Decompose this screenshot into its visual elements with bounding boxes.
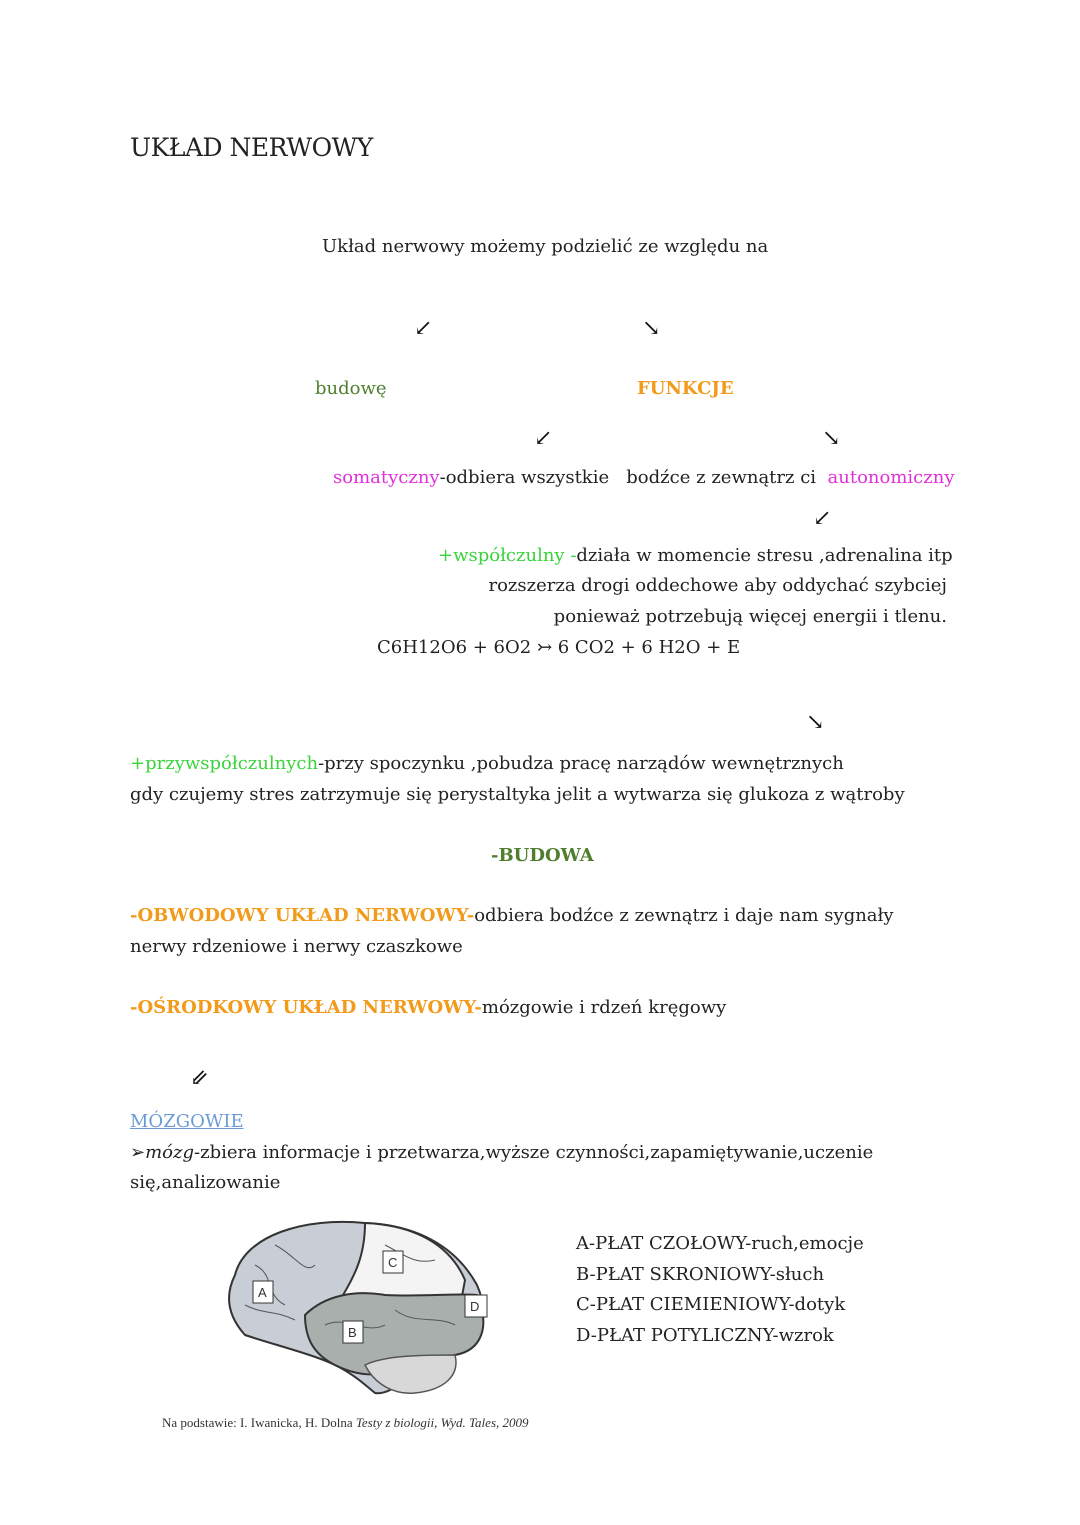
arrow-down-left-icon: ↙ bbox=[534, 426, 553, 451]
respiration-formula: C6H12O6 + 6O2 ↣ 6 CO2 + 6 H2O + E bbox=[377, 637, 741, 658]
peripheral-line-2: nerwy rdzeniowe i nerwy czaszkowe bbox=[130, 936, 463, 957]
arrow-down-right-icon: ↘ bbox=[806, 710, 825, 735]
arrow-down-left-icon: ↙ bbox=[813, 506, 832, 531]
lobe-c: C-PŁAT CIEMIENIOWY-dotyk bbox=[576, 1294, 846, 1315]
caption-source: Testy z biologii, Wyd. Tales, 2009 bbox=[355, 1415, 529, 1430]
mozg-line-2: się,analizowanie bbox=[130, 1172, 281, 1193]
autonomic-term: autonomiczny bbox=[827, 467, 955, 488]
branch-budowe: budowę bbox=[315, 378, 387, 399]
central-line bbox=[130, 997, 726, 1019]
somatic-desc: -odbiera wszystkie bodźce z zewnątrz ci bbox=[439, 467, 828, 488]
brain-label-b: B bbox=[348, 1325, 357, 1340]
sympathetic-line bbox=[438, 545, 953, 567]
peripheral-line bbox=[130, 905, 894, 927]
parasympathetic-line-2: gdy czujemy stres zatrzymuje się perystaltyka jelit a wytwarza się glukoza z wątroby bbox=[130, 784, 905, 805]
lobe-b: B-PŁAT SKRONIOWY-słuch bbox=[576, 1264, 825, 1285]
sympathetic-desc: działa w momencie stresu ,adrenalina itp bbox=[576, 545, 953, 566]
mozgowie-link[interactable]: MÓZGOWIE bbox=[130, 1111, 244, 1132]
sympathetic-line-2: rozszerza drogi oddechowe aby oddychać szybciej bbox=[488, 575, 947, 596]
brain-diagram bbox=[215, 1215, 495, 1405]
peripheral-desc: odbiera bodźce z zewnątrz i daje nam sygnały bbox=[474, 905, 894, 926]
brain-label-d: D bbox=[470, 1299, 480, 1314]
somatic-term: somatyczny bbox=[333, 467, 440, 488]
mozg-desc: -zbiera informacje i przetwarza,wyższe czynności,zapamiętywanie,uczenie bbox=[194, 1142, 874, 1163]
sympathetic-term: +współczulny - bbox=[438, 545, 577, 566]
caption-prefix: Na podstawie: I. Iwanicka, H. Dolna bbox=[162, 1415, 356, 1430]
mozg-term: mózg bbox=[145, 1142, 195, 1163]
lobe-a: A-PŁAT CZOŁOWY-ruch,emocje bbox=[576, 1233, 864, 1254]
central-desc: mózgowie i rdzeń kręgowy bbox=[481, 997, 727, 1018]
double-arrow-down-left-icon: ⇙ bbox=[190, 1066, 209, 1091]
budowa-heading: -BUDOWA bbox=[491, 845, 594, 866]
arrow-down-right-icon: ↘ bbox=[642, 316, 661, 341]
central-term: -OŚRODKOWY UKŁAD NERWOWY- bbox=[130, 997, 482, 1018]
brain-label-c: C bbox=[388, 1255, 398, 1270]
arrow-down-left-icon: ↙ bbox=[414, 316, 433, 341]
brain-label-a: A bbox=[258, 1285, 267, 1300]
branch-funkcje: FUNKCJE bbox=[637, 378, 734, 399]
mozg-line bbox=[130, 1142, 873, 1164]
intro-text: Układ nerwowy możemy podzielić ze względu na bbox=[322, 236, 769, 257]
arrow-down-right-icon: ↘ bbox=[822, 426, 841, 451]
parasympathetic-term: +przywspółczulnych bbox=[130, 753, 319, 774]
peripheral-term: -OBWODOWY UKŁAD NERWOWY- bbox=[130, 905, 475, 926]
lobe-d: D-PŁAT POTYLICZNY-wzrok bbox=[576, 1325, 834, 1346]
bullet-arrow-icon: ➢ bbox=[130, 1142, 146, 1163]
sympathetic-line-3: ponieważ potrzebują więcej energii i tlenu. bbox=[553, 606, 947, 627]
parasympathetic-line bbox=[130, 753, 844, 775]
parasympathetic-desc: -przy spoczynku ,pobudza pracę narządów wewnętrznych bbox=[318, 753, 844, 774]
page-title: UKŁAD NERWOWY bbox=[130, 133, 373, 162]
image-caption bbox=[162, 1412, 529, 1434]
somatic-line bbox=[333, 467, 955, 489]
